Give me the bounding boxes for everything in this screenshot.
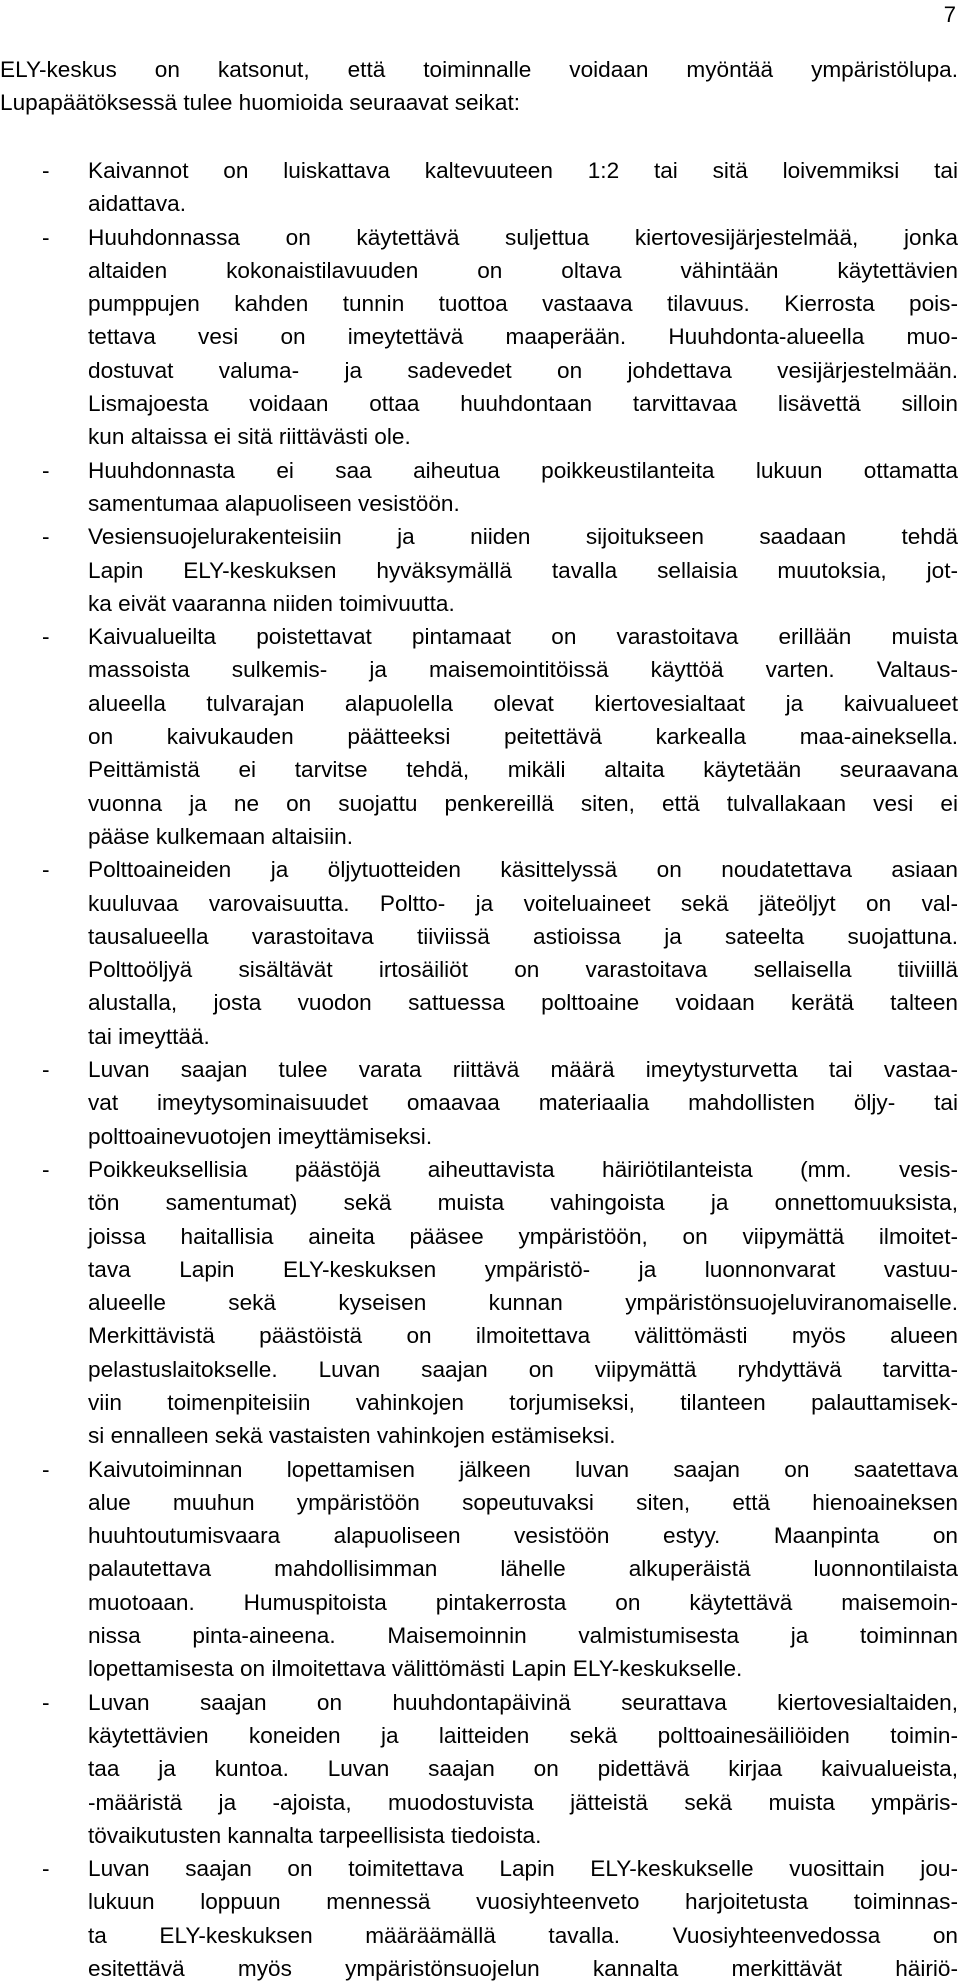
text-line: Polttoöljyä sisältävät irtosäiliöt on varastoitava sellaisella tiiviillä: [88, 957, 958, 983]
bullet-dash: -: [42, 158, 50, 183]
bullet-dash: -: [42, 224, 50, 250]
text-line: polttoainevuotojen imeyttämiseksi.: [88, 1123, 433, 1149]
text-line: Poikkeuksellisia päästöjä aiheuttavista häiriötilanteista (mm. vesis-: [88, 1156, 958, 1182]
text-line: -määristä ja -ajoista, muodostuvista jätteistä sekä muista ympäris-: [88, 1789, 958, 1815]
text-line: Luvan saajan on toimitettava Lapin ELY-keskukselle vuosittain jou-: [88, 1856, 958, 1882]
text-line: nissa pinta-aineena. Maisemoinnin valmistumisesta ja toiminnan: [88, 1623, 958, 1649]
text-line: ta ELY-keskuksen määräämällä tavalla. Vuosiyhteenvedossa on: [88, 1922, 958, 1948]
text-line: massoista sulkemis- ja maisemointitöissä käyttöä varten. Valtaus-: [88, 657, 958, 683]
text-line: tettava vesi on imeytettävä maaperään. Huuhdonta-alueella muo-: [88, 324, 958, 350]
list-item: [0, 520, 958, 620]
text-line: lopettamisesta on ilmoitettava välittömästi Lapin ELY-keskukselle.: [88, 1656, 743, 1682]
list-item: [0, 1053, 958, 1153]
text-line: tön samentumat) sekä muista vahingoista ja onnettomuuksista,: [88, 1190, 958, 1216]
text-line: aidattava.: [88, 191, 186, 217]
text-line: Luvan saajan tulee varata riittävä määrä imeytysturvetta tai vastaa-: [88, 1057, 958, 1083]
text-line: alueelle sekä kyseisen kunnan ympäristönsuojeluviranomaiselle.: [88, 1290, 958, 1316]
text-line: Luvan saajan on huuhdontapäivinä seurattava kiertovesialtaiden,: [88, 1689, 958, 1715]
list-item: [0, 1852, 958, 1985]
text-line: esitettävä myös ympäristönsuojelun kannalta merkittävät häiriö-: [88, 1956, 958, 1982]
text-line: on kaivukauden päätteeksi peitettävä karkealla maa-aineksella.: [88, 724, 958, 750]
text-line: vat imeytysominaisuudet omaavaa materiaalia mahdollisten öljy- tai: [88, 1090, 958, 1116]
text-line: joissa haitallisia aineita pääsee ympäristöön, on viipymättä ilmoitet-: [88, 1223, 958, 1249]
list-item: [0, 853, 958, 1053]
text-line: Kaivannot on luiskattava kaltevuuteen 1:2 tai sitä loivemmiksi tai: [88, 158, 958, 183]
text-line: tausalueella varastoitava tiiviissä astioissa ja sateelta suojattuna.: [88, 923, 958, 949]
bullet-dash: -: [42, 1856, 50, 1882]
text-line: ELY-keskus on katsonut, että toiminnalle voidaan myöntää ympäristölupa.: [0, 57, 958, 82]
conditions-list: [0, 154, 958, 1985]
text-line: altaiden kokonaistilavuuden on oltava vähintään käytettävien: [88, 257, 958, 283]
text-line: alustalla, josta vuodon sattuessa polttoaine voidaan kerätä talteen: [88, 990, 958, 1016]
list-item: [0, 1686, 958, 1852]
text-line: tövaikutusten kannalta tarpeellisista tiedoista.: [88, 1822, 542, 1848]
text-line: Lupapäätöksessä tulee huomioida seuraavat seikat:: [0, 90, 520, 116]
text-line: Vesiensuojelurakenteisiin ja niiden sijoitukseen saadaan tehdä: [88, 524, 958, 550]
text-line: alueella tulvarajan alapuolella olevat kiertovesialtaat ja kaivualueet: [88, 690, 958, 716]
text-line: Peittämistä ei tarvitse tehdä, mikäli altaita käytetään seuraavana: [88, 757, 958, 783]
text-line: kuuluvaa varovaisuutta. Poltto- ja voiteluaineet sekä jäteöljyt on val-: [88, 890, 958, 916]
list-item: [0, 1453, 958, 1686]
bullet-dash: -: [42, 1156, 50, 1182]
text-line: lukuun loppuun mennessä vuosiyhteenveto harjoitetusta toiminnas-: [88, 1889, 958, 1915]
text-line: Kaivualueilta poistettavat pintamaat on varastoitava erillään muista: [88, 624, 958, 650]
text-line: dostuvat valuma- ja sadevedet on johdettava vesijärjestelmään.: [88, 357, 958, 383]
bullet-dash: -: [42, 457, 50, 483]
text-line: alue muuhun ympäristöön sopeutuvaksi siten, että hienoaineksen: [88, 1489, 958, 1515]
list-item: [0, 454, 958, 521]
list-item: [0, 221, 958, 454]
text-line: kun altaissa ei sitä riittävästi ole.: [88, 424, 411, 450]
text-line: pumppujen kahden tunnin tuottoa vastaava tilavuus. Kierrosta pois-: [88, 291, 958, 317]
text-line: palautettava mahdollisimman lähelle alkuperäistä luonnontilaista: [88, 1556, 958, 1582]
text-line: tava Lapin ELY-keskuksen ympäristö- ja luonnonvarat vastuu-: [88, 1256, 958, 1282]
text-line: si ennalleen sekä vastaisten vahinkojen estämiseksi.: [88, 1423, 616, 1449]
text-line: viin toimenpiteisiin vahinkojen torjumiseksi, tilanteen palauttamisek-: [88, 1389, 958, 1415]
text-line: pelastuslaitokselle. Luvan saajan on viipymättä ryhdyttävä tarvitta-: [88, 1356, 958, 1382]
bullet-dash: -: [42, 1057, 50, 1083]
text-line: Merkittävistä päästöistä on ilmoitettava välittömästi myös alueen: [88, 1323, 958, 1349]
text-line: Polttoaineiden ja öljytuotteiden käsittelyssä on noudatettava asiaan: [88, 857, 958, 883]
text-line: tai imeyttää.: [88, 1023, 210, 1049]
page-number: 7: [943, 2, 956, 27]
text-line: taa ja kuntoa. Luvan saajan on pidettävä kirjaa kaivualueista,: [88, 1756, 958, 1782]
text-line: Lapin ELY-keskuksen hyväksymällä tavalla sellaisia muutoksia, jot-: [88, 557, 958, 583]
bullet-dash: -: [42, 524, 50, 550]
text-line: Lismajoesta voidaan ottaa huuhdontaan tarvittavaa lisävettä silloin: [88, 391, 958, 417]
bullet-dash: -: [42, 624, 50, 650]
text-line: Kaivutoiminnan lopettamisen jälkeen luvan saajan on saatettava: [88, 1456, 958, 1482]
intro-paragraph: [0, 53, 958, 120]
bullet-dash: -: [42, 1456, 50, 1482]
list-item: [0, 154, 958, 221]
text-line: samentumaa alapuoliseen vesistöön.: [88, 490, 460, 516]
text-line: pääse kulkemaan altaisiin.: [88, 823, 354, 849]
list-item: [0, 620, 958, 853]
text-line: käytettävien koneiden ja laitteiden sekä polttoainesäiliöiden toimin-: [88, 1722, 958, 1748]
bullet-dash: -: [42, 1689, 50, 1715]
text-line: huuhtoutumisvaara alapuoliseen vesistöön estyy. Maanpinta on: [88, 1523, 958, 1549]
text-line: Huuhdonnassa on käytettävä suljettua kiertovesijärjestelmää, jonka: [88, 224, 958, 250]
list-item: [0, 1153, 958, 1453]
text-line: Huuhdonnasta ei saa aiheutua poikkeustilanteita lukuun ottamatta: [88, 457, 958, 483]
bullet-dash: -: [42, 857, 50, 883]
text-line: muotoaan. Humuspitoista pintakerrosta on käytettävä maisemoin-: [88, 1589, 958, 1615]
text-line: ka eivät vaaranna niiden toimivuutta.: [88, 590, 455, 616]
text-line: vuonna ja ne on suojattu penkereillä siten, että tulvallakaan vesi ei: [88, 790, 958, 816]
